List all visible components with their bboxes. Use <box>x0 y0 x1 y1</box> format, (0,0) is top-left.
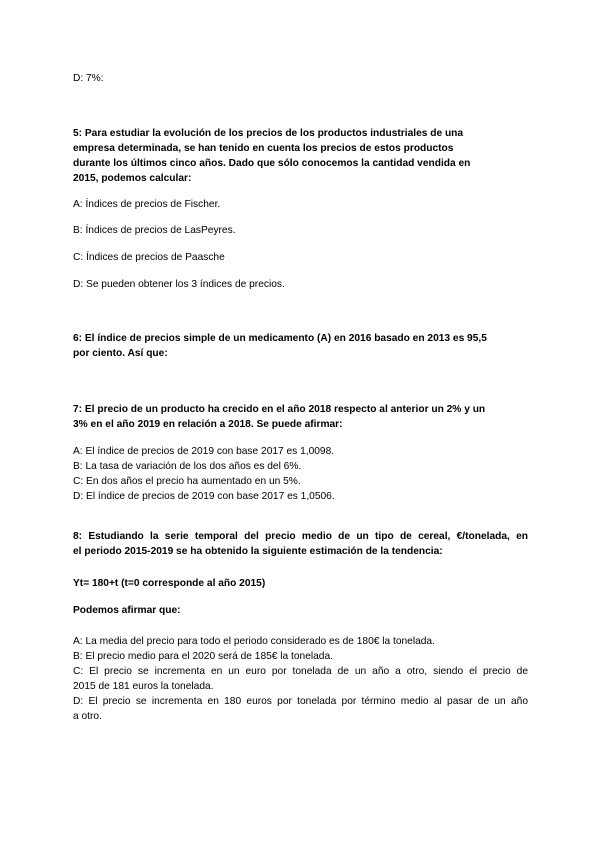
question-8-line-2: el periodo 2015-2019 se ha obtenido la siguiente estimación de la tendencia: <box>73 546 443 557</box>
question-8-formula: Yt= 180+t (t=0 corresponde al año 2015) <box>73 578 266 589</box>
question-8-options <box>73 634 528 724</box>
question-6-line-2: por ciento. Así que: <box>73 348 168 359</box>
question-5-line-2: empresa determinada, se han tenido en cuenta los precios de estos productos <box>73 143 454 154</box>
question-7-line-1: 7: El precio de un producto ha crecido en el año 2018 respecto al anterior un 2% y un <box>73 404 486 415</box>
question-6-text <box>73 331 528 361</box>
question-8-line-1: 8: Estudiando la serie temporal del precio medio de un tipo de cereal, €/tonelada, en <box>73 531 528 542</box>
question-7-text <box>73 402 528 432</box>
question-7-line-2: 3% en el año 2019 en relación a 2018. Se puede afirmar: <box>73 419 343 430</box>
question-5-option-d: D: Se pueden obtener los 3 índices de precios. <box>73 279 285 290</box>
question-8-option-a: A: La media del precio para todo el periodo considerado es de 180€ la tonelada. <box>73 636 435 647</box>
question-8-option-b: B: El precio medio para el 2020 será de 185€ la tonelada. <box>73 651 333 662</box>
previous-question-option-d: D: 7%: <box>73 73 104 84</box>
question-8-option-c-line-1: C: El precio se incrementa en un euro por tonelada de un año a otro, siendo el precio de <box>73 666 528 677</box>
question-5-option-a: A: Índices de precios de Fischer. <box>73 199 221 210</box>
question-5-line-1: 5: Para estudiar la evolución de los precios de los productos industriales de una <box>73 128 464 139</box>
question-6-line-1: 6: El índice de precios simple de un medicamento (A) en 2016 basado en 2013 es 95,5 <box>73 333 487 344</box>
question-5-line-3: durante los últimos cinco años. Dado que sólo conocemos la cantidad vendida en <box>73 158 471 169</box>
question-8-option-d-line-1: D: El precio se incrementa en 180 euros por tonelada por término medio al pasar de un año <box>73 696 528 707</box>
question-7-option-b: B: La tasa de variación de los dos años es del 6%. <box>73 461 302 472</box>
question-8-prompt: Podemos afirmar que: <box>73 605 181 616</box>
question-5-option-c: C: Índices de precios de Paasche <box>73 252 225 263</box>
question-8-text <box>73 529 528 559</box>
question-7-option-d: D: El índice de precios de 2019 con base 2017 es 1,0506. <box>73 491 335 502</box>
question-5-option-b: B: Índices de precios de LasPeyres. <box>73 225 236 236</box>
question-7-option-c: C: En dos años el precio ha aumentado en un 5%. <box>73 476 301 487</box>
question-8-option-d-line-2: a otro. <box>73 711 102 722</box>
question-7-options <box>73 444 528 504</box>
question-7-option-a: A: El índice de precios de 2019 con base 2017 es 1,0098. <box>73 446 335 457</box>
question-8-option-c-line-2: 2015 de 181 euros la tonelada. <box>73 681 214 692</box>
question-5-line-4: 2015, podemos calcular: <box>73 173 192 184</box>
question-5-text <box>73 126 528 186</box>
